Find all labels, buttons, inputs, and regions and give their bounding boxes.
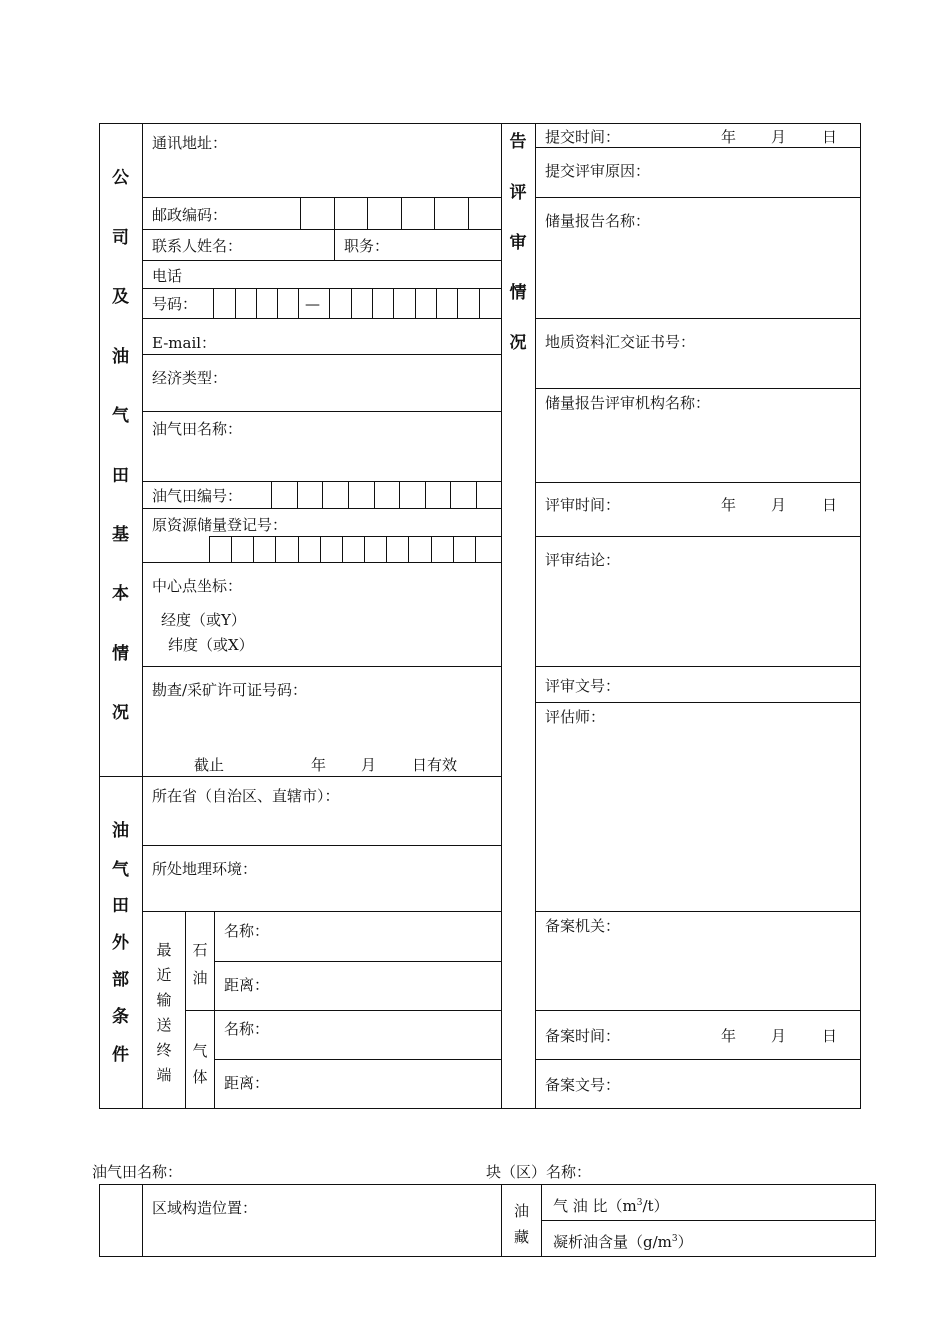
submit-time-label: 提交时间： [545, 128, 621, 146]
company-section-char: 本 [112, 584, 129, 604]
reservoir-char: 藏 [513, 1228, 529, 1246]
economic-type-label: 经济类型： [152, 369, 228, 387]
external-section-char: 气 [112, 860, 129, 880]
condensate-text: 凝析油含量（g/m [553, 1233, 672, 1251]
filing-doc-label: 备案文号： [545, 1076, 621, 1094]
nearest-terminal-char: 最 [156, 941, 172, 959]
nearest-terminal-char: 近 [156, 966, 172, 984]
phone-label-line1: 电话 [152, 267, 183, 285]
address-label: 通讯地址： [152, 134, 228, 152]
valid-until-year: 年 [311, 756, 327, 774]
external-section-char: 条 [112, 1007, 129, 1027]
company-section-char: 气 [112, 406, 129, 426]
geo-certificate-label: 地质资料汇交证书号： [545, 333, 696, 351]
block-name-label: 块（区）名称： [486, 1163, 592, 1181]
condensate-superscript: 3 [671, 1234, 678, 1244]
oil-label [186, 936, 214, 992]
company-section-char: 情 [112, 644, 129, 664]
email-label: E-mail： [152, 334, 217, 352]
oil-char: 石 [192, 941, 208, 959]
company-section-char: 公 [112, 168, 129, 188]
environment-label: 所处地理环境： [152, 860, 258, 878]
gas-oil-ratio-unit: /t） [642, 1197, 669, 1215]
province-label: 所在省（自治区、直辖市）： [152, 787, 340, 805]
nearest-terminal-label [143, 938, 185, 1088]
company-section-char: 油 [112, 347, 129, 367]
filing-time-year: 年 [721, 1027, 737, 1045]
external-section-char: 油 [112, 821, 129, 841]
company-section-char: 田 [112, 466, 129, 486]
center-coord-label: 中心点坐标： [152, 577, 243, 595]
original-registration-label: 原资源储量登记号： [152, 516, 288, 534]
review-time-year: 年 [721, 496, 737, 514]
field-name-label: 油气田名称： [152, 420, 243, 438]
filing-time-day: 日 [822, 1027, 838, 1045]
external-section-label [99, 776, 142, 1108]
reservoir-label [502, 1198, 541, 1250]
condensate-unit: ） [677, 1233, 693, 1251]
valid-until-prefix: 截止 [194, 756, 225, 774]
review-doc-label: 评审文号： [545, 677, 621, 695]
review-time-day: 日 [822, 496, 838, 514]
gas-oil-ratio-label [553, 1194, 669, 1215]
submit-time-day: 日 [822, 128, 838, 146]
review-section-char: 告 [509, 132, 527, 152]
gas-oil-ratio-superscript: 3 [636, 1198, 643, 1208]
valid-until-month: 月 [361, 756, 377, 774]
submit-time-year: 年 [721, 128, 737, 146]
external-section-char: 外 [112, 933, 129, 953]
structure-position-label: 区域构造位置： [152, 1199, 258, 1217]
company-section-char: 司 [112, 228, 129, 248]
phone-dash: — [305, 295, 320, 313]
company-section-label [99, 123, 142, 776]
permit-label: 勘查/采矿许可证号码： [152, 681, 308, 699]
filing-org-label: 备案机关： [545, 917, 621, 935]
condensate-label [553, 1230, 693, 1251]
company-section-char: 基 [112, 525, 129, 545]
nearest-terminal-char: 输 [156, 991, 172, 1009]
oil-char: 油 [192, 969, 208, 987]
review-time-month: 月 [771, 496, 787, 514]
company-section-char: 况 [112, 703, 129, 723]
assessor-label: 评估师： [545, 708, 606, 726]
gas-char: 体 [192, 1068, 208, 1086]
review-time-label: 评审时间： [545, 496, 621, 514]
submit-reason-label: 提交评审原因： [545, 162, 651, 180]
oil-terminal-distance-label: 距离： [224, 976, 270, 994]
gas-terminal-name-label: 名称： [224, 1020, 270, 1038]
filing-time-label: 备案时间： [545, 1027, 621, 1045]
nearest-terminal-char: 送 [156, 1016, 172, 1034]
filing-time-month: 月 [771, 1027, 787, 1045]
latitude-label: 纬度（或X） [168, 636, 254, 654]
gas-terminal-distance-label: 距离： [224, 1074, 270, 1092]
report-name-label: 储量报告名称： [545, 212, 651, 230]
company-section-char: 及 [112, 287, 129, 307]
gas-char: 气 [192, 1042, 208, 1060]
gas-oil-ratio-text: 气 油 比（m [553, 1197, 637, 1215]
valid-until-suffix: 日有效 [412, 756, 458, 774]
review-section-label [501, 123, 535, 383]
review-section-char: 情 [509, 283, 527, 303]
position-label: 职务： [344, 237, 390, 255]
review-section-char: 况 [509, 333, 527, 353]
review-section-char: 审 [509, 233, 527, 253]
review-org-label: 储量报告评审机构名称： [545, 394, 711, 412]
contact-name-label: 联系人姓名： [152, 237, 243, 255]
second-field-name-label: 油气田名称： [92, 1163, 183, 1181]
review-conclusion-label: 评审结论： [545, 551, 621, 569]
longitude-label: 经度（或Y） [161, 611, 246, 629]
oil-terminal-name-label: 名称： [224, 922, 270, 940]
phone-label-line2: 号码： [152, 295, 198, 313]
nearest-terminal-char: 端 [156, 1066, 172, 1084]
submit-time-month: 月 [771, 128, 787, 146]
postal-code-label: 邮政编码： [152, 206, 228, 224]
reservoir-char: 油 [513, 1202, 529, 1220]
external-section-char: 田 [112, 896, 129, 916]
external-section-char: 部 [112, 970, 129, 990]
field-code-label: 油气田编号： [152, 487, 243, 505]
external-section-char: 件 [112, 1045, 129, 1065]
review-section-char: 评 [509, 183, 527, 203]
nearest-terminal-char: 终 [156, 1041, 172, 1059]
gas-label [186, 1038, 214, 1090]
